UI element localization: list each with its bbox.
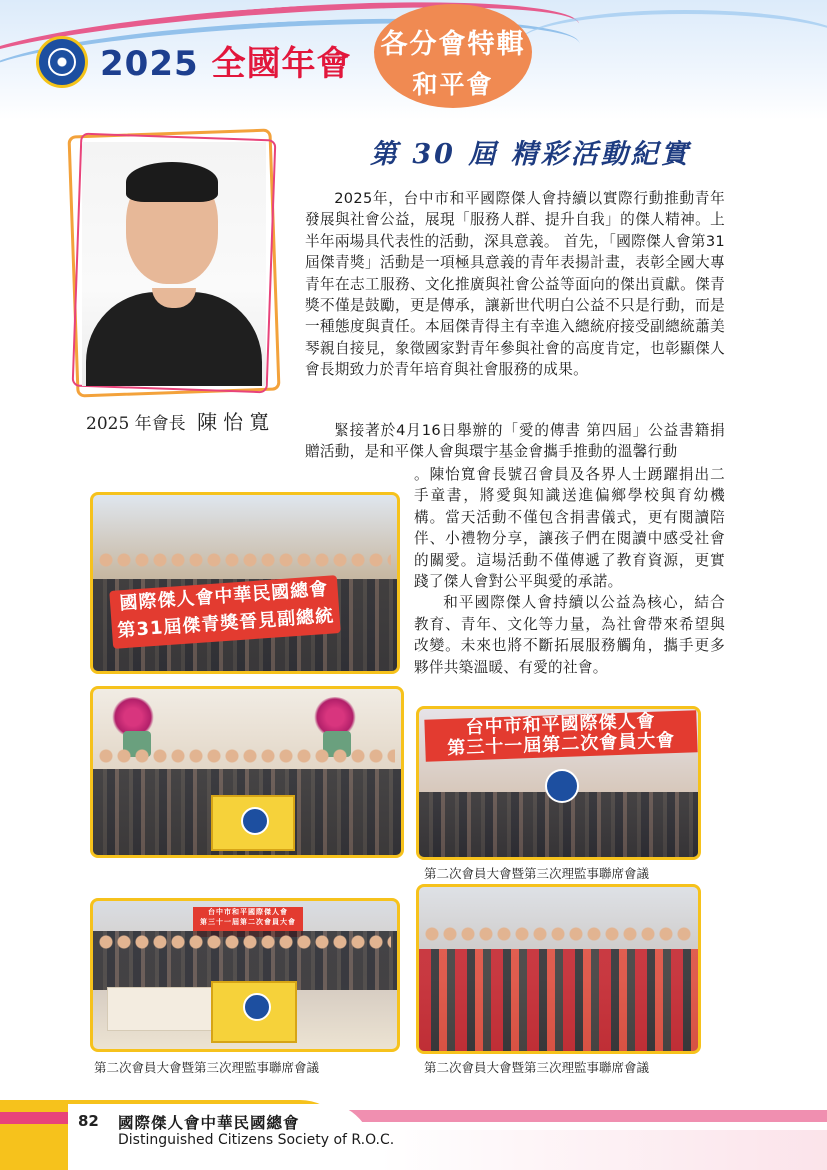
header-event: 全國年會 [211,44,352,84]
header-year: 2025 [100,44,199,84]
photo-member-meeting-speech [416,706,701,860]
section-badge [374,4,532,108]
footer-accent-bar [0,1112,68,1124]
photo-caption: 第二次會員大會暨第三次理監事聯席會議 [94,1060,320,1075]
article-paragraph-2-start: 緊接著於4月16日舉辦的「愛的傳書 第四屆」公益書籍捐贈活動，是和平傑人會與環宇基金會攜手推動的溫馨行動 [305,422,725,461]
photo-group-faces [99,935,391,949]
photo-group-faces [99,749,395,763]
president-portrait [82,142,266,386]
meeting-banner: 台中市和平國際傑人會 第三十一屆第二次會員大會 [424,710,697,761]
article-paragraph-2-end: 。陳怡寬會長號召會員及各界人士踴躍捐出二手童書，將愛與知識送進偏鄉學校與育幼機構。當天活動不僅包含捐書儀式，更有閱讀陪伴、小禮物分享，讓孩子們在閱讀中感受社會的關愛。這場活動不僅傳遞了教育資源，更實踐了傑人會對公平與愛的承諾。 [414,466,725,591]
footer-org-name-en: Distinguished Citizens Society of R.O.C. [118,1132,395,1148]
footer-org-name-zh: 國際傑人會中華民國總會 [118,1114,300,1132]
photo-vice-president-visit [90,492,400,674]
article-paragraph-2-3 [414,464,725,678]
photo-group-faces [99,553,391,567]
article-paragraph-1: 2025年，台中市和平國際傑人會持續以實際行動推動青年發展與社會公益，展現「服務人群、提升自我」的傑人精神。上半年兩場具代表性的活動，深具意義。 首先，「國際傑人會第31屆傑青獎」活動是一項極具意義的青年表揚計畫，表彰全國大專青年在志工服務、文化推廣與社會公益等面向的傑出貢獻。傑青獎不僅是鼓勵，更是傳承，讓新世代明白公益不只是行動，而是一種態度與責任。本屆傑青得主有幸進入總統府接受副總統蕭美琴親自接見，象徵國家對青年參與社會的高度肯定，也彰顯傑人會長期致力於青年培育與社會服務的成果。 [305,190,725,379]
section-label: 各分會特輯 [380,29,526,60]
photo-presidential-office [90,686,404,858]
photo-group-people [419,949,698,1051]
flag-emblem-icon [243,993,271,1021]
article-title: 第 30 屆 精彩活動紀實 [370,139,691,170]
society-emblem-icon [545,769,579,803]
meeting-banner: 台中市和平國際傑人會 第三十一屆第二次會員大會 [193,907,303,937]
president-name: 陳怡寬 [197,410,276,434]
article-paragraph-3: 和平國際傑人會持續以公益為核心，結合教育、青年、文化等力量，為社會帶來希望與改變。未來也將不斷拓展服務觸角，攜手更多夥伴共築溫暖、有愛的社會。 [414,594,725,676]
photo-caption: 第二次會員大會暨第三次理監事聯席會議 [424,866,650,881]
society-flag [211,795,295,851]
footer-gradient [380,1130,827,1170]
branch-label: 和平會 [412,70,494,99]
society-flag [211,981,297,1043]
photo-caption: 第二次會員大會暨第三次理監事聯席會議 [424,1060,650,1075]
president-caption [86,406,275,435]
photo-banner: 國際傑人會中華民國總會 第31屆傑青獎晉見副總統 [109,575,340,649]
logo-emblem-icon [48,48,76,76]
photo-book-donation [416,884,701,1054]
page-header-title [100,36,351,85]
portrait-hair [126,162,218,202]
page-number: 82 [78,1112,99,1130]
photo-member-meeting-group [90,898,400,1052]
photo-group-faces [425,927,693,941]
society-logo-icon [36,36,88,88]
president-caption-prefix: 2025 年會長 [86,414,186,434]
flag-emblem-icon [241,807,269,835]
